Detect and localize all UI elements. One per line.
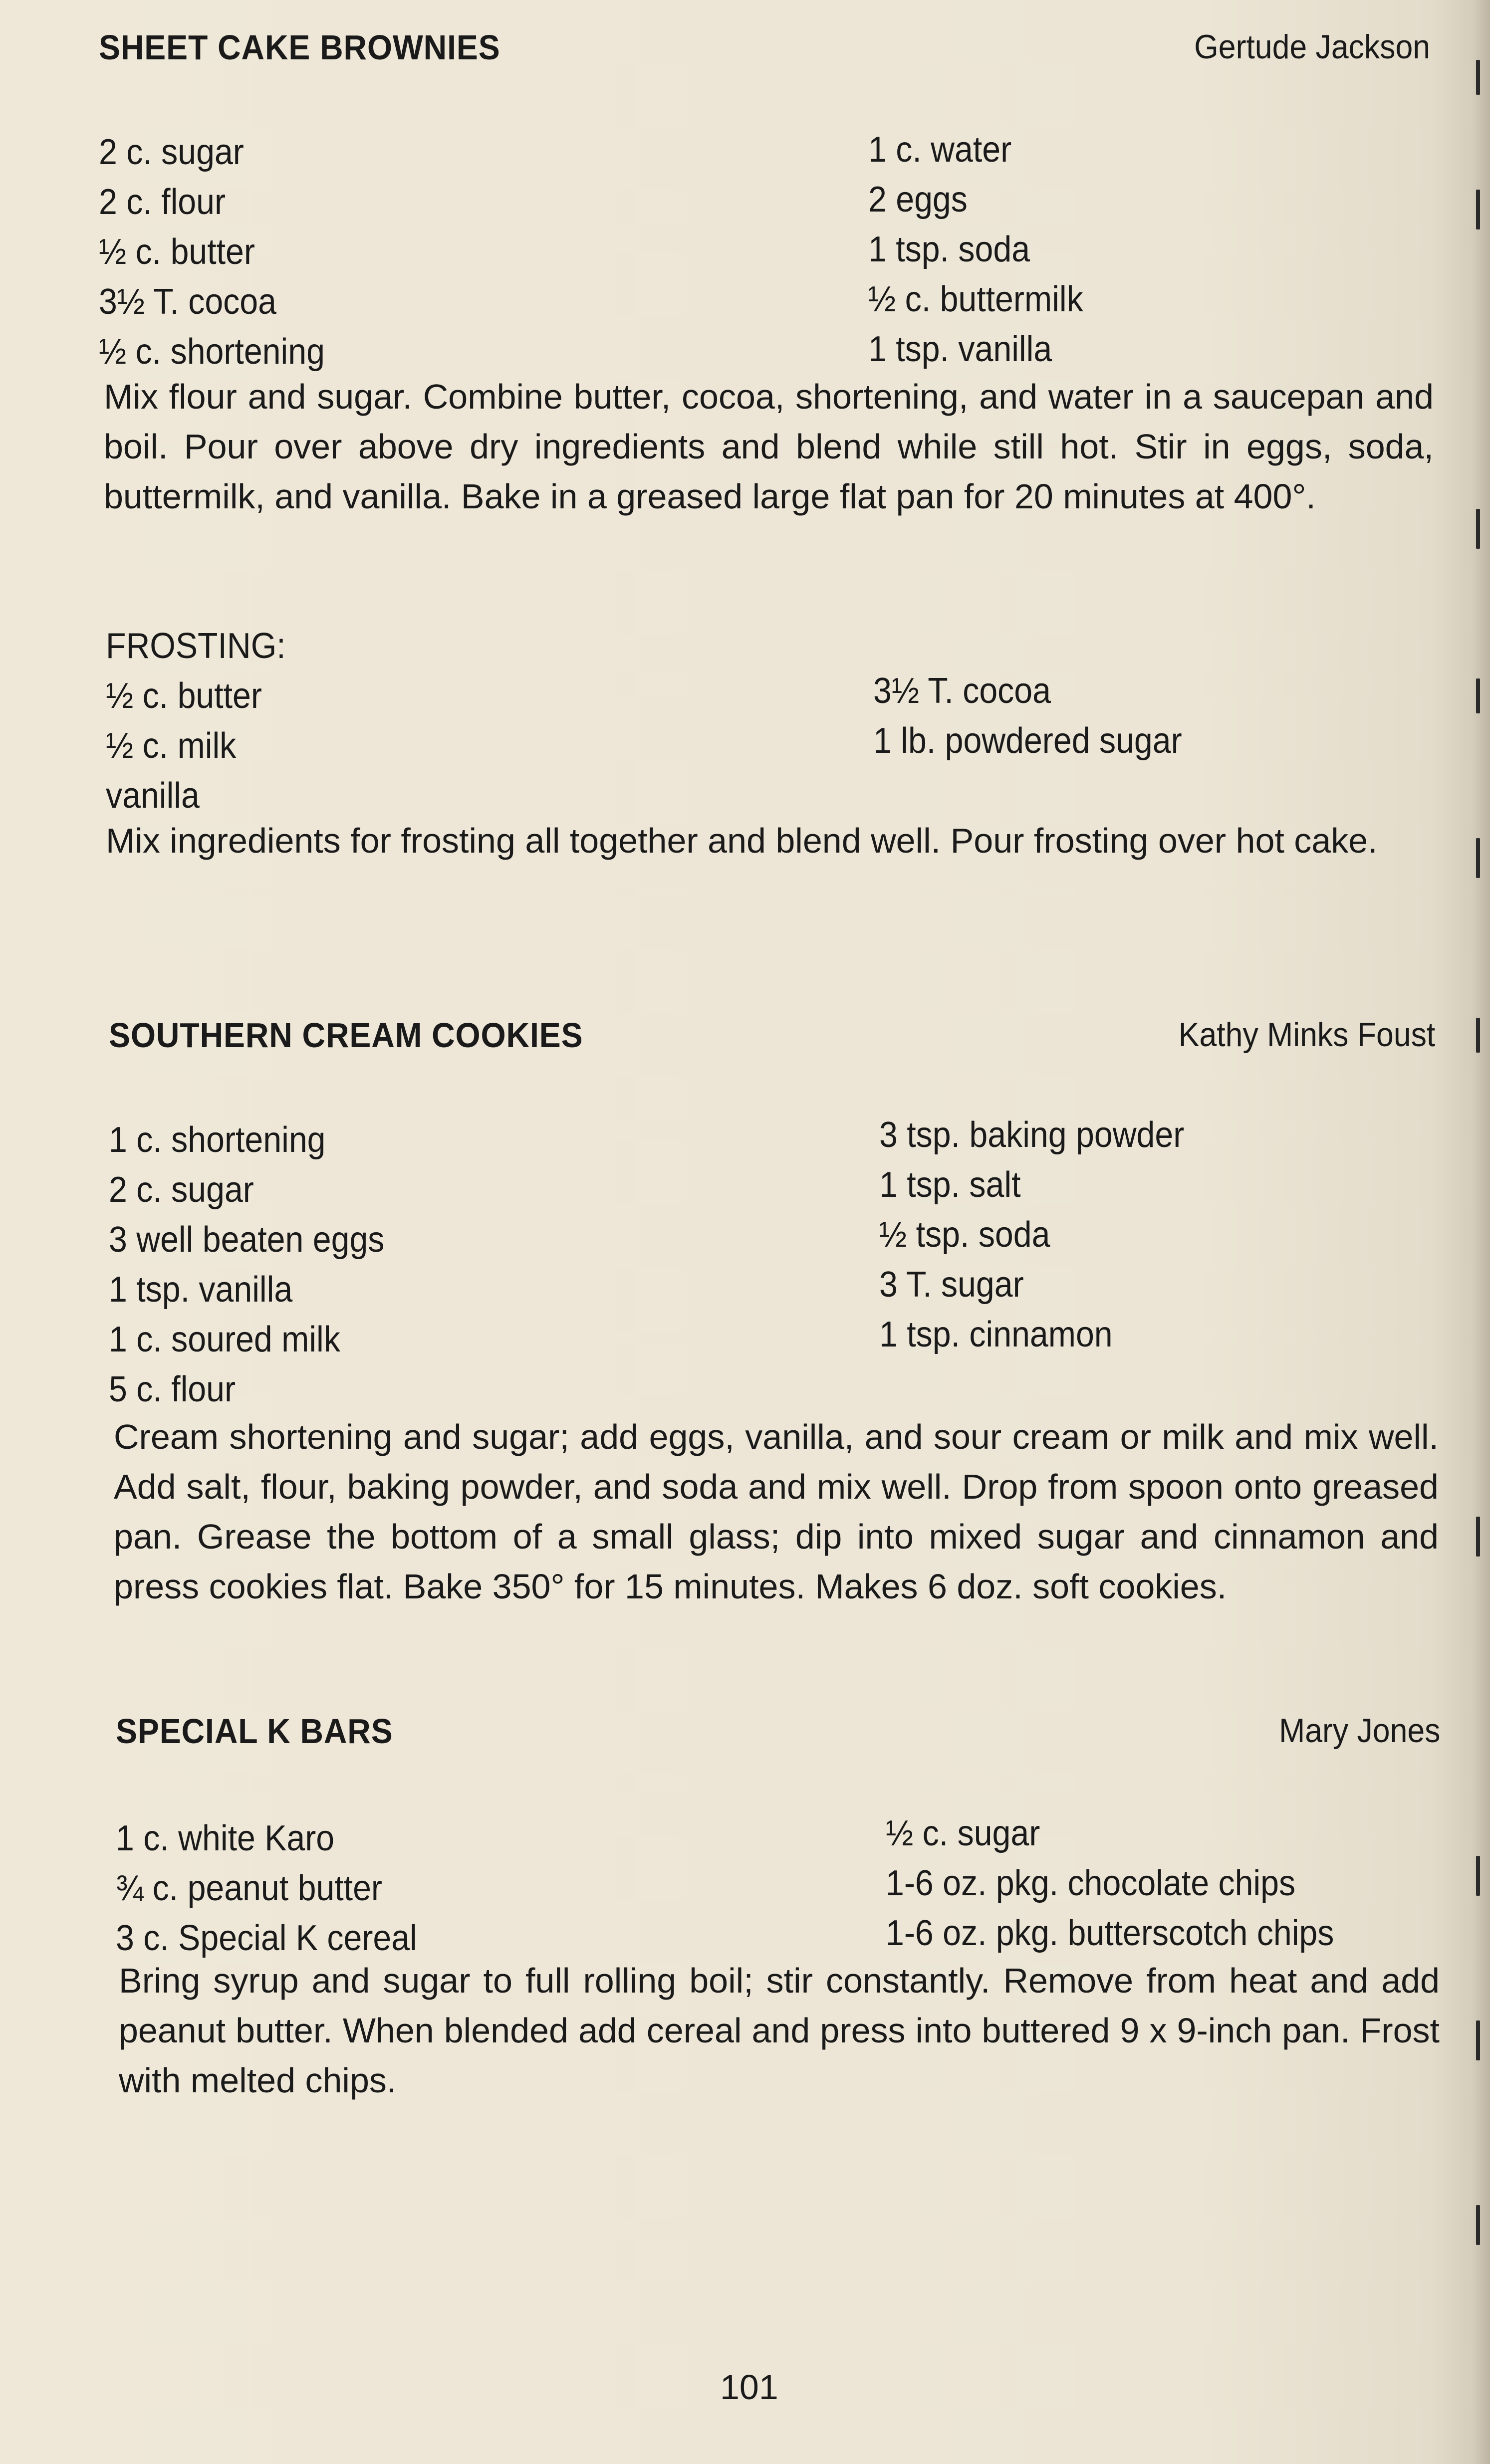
ingredient: 2 c. sugar — [99, 132, 244, 172]
ingredient: 1 c. soured milk — [109, 1320, 340, 1359]
ingredient: ½ c. butter — [106, 676, 262, 716]
ingredient: 1 tsp. soda — [868, 229, 1030, 269]
ingredient: 1 c. water — [868, 130, 1012, 170]
recipe-title: SPECIAL K BARS — [116, 1712, 393, 1751]
ingredient: 2 c. flour — [99, 182, 226, 222]
ingredient: 3 well beaten eggs — [109, 1220, 385, 1260]
ingredient: 5 c. flour — [109, 1369, 236, 1409]
recipe-directions: Mix flour and sugar. Combine butter, cocoa, shortening, and water in a saucepan and boil. Pour over above dry ingredients and blend while still hot. Stir in eggs, soda, buttermilk, and vanilla. Bake in a greased large flat pan for 20 minutes at 400°. — [104, 377, 1434, 516]
ingredient: 3 T. sugar — [879, 1265, 1024, 1305]
ingredient: 1 tsp. cinnamon — [879, 1315, 1113, 1354]
page-number: 101 — [720, 2368, 778, 2407]
ingredients-left — [116, 1813, 443, 1963]
ingredient: 1 tsp. salt — [879, 1165, 1021, 1205]
frosting-heading: FROSTING: — [106, 626, 286, 666]
ingredient: 1 c. white Karo — [116, 1818, 335, 1858]
recipe-directions: Bring syrup and sugar to full rolling boil; stir constantly. Remove from heat and add peanut butter. When blended add cereal and press into buttered 9 x 9-inch pan. Frost with melted chips. — [119, 1961, 1440, 2100]
ingredient: ¾ c. peanut butter — [116, 1868, 382, 1908]
ingredient: ½ c. shortening — [99, 332, 325, 372]
ingredient: 1 tsp. vanilla — [868, 329, 1052, 369]
ingredient: 3 tsp. baking powder — [879, 1115, 1185, 1155]
ingredient: 3½ T. cocoa — [873, 671, 1051, 711]
ingredient: 3 c. Special K cereal — [116, 1918, 417, 1958]
recipe-author: Mary Jones — [1278, 1712, 1440, 1750]
ingredient: 1 lb. powdered sugar — [873, 721, 1182, 761]
ingredients-right — [886, 1808, 1373, 1958]
ingredient: 1 tsp. vanilla — [109, 1270, 293, 1310]
ingredient: 2 eggs — [868, 180, 968, 220]
frosting-directions: Mix ingredients for frosting all together and blend well. Pour frosting over hot cake. — [106, 821, 1378, 860]
ingredient: 1-6 oz. pkg. chocolate chips — [886, 1863, 1296, 1903]
recipe-author: Kathy Minks Foust — [1178, 1016, 1435, 1054]
ingredient: ½ c. buttermilk — [868, 279, 1083, 319]
ingredient: ½ c. butter — [99, 232, 255, 272]
binding-mark — [1476, 2205, 1480, 2245]
ingredient: 1 c. shortening — [109, 1120, 326, 1160]
recipe-directions: Cream shortening and sugar; add eggs, vanilla, and sour cream or milk and mix well. Add salt, flour, baking powder, and soda and mix well. Drop from spoon onto greased pan. Grease the bottom of a small glass; dip into mixed sugar and cinnamon and press cookies flat. Bake 350° for 15 minutes. Makes 6 doz. soft cookies. — [114, 1417, 1439, 1606]
ingredient: vanilla — [106, 776, 200, 816]
recipe-title: SHEET CAKE BROWNIES — [99, 28, 500, 67]
ingredient: ½ c. milk — [106, 726, 237, 766]
ingredient: ½ tsp. soda — [879, 1215, 1050, 1255]
ingredient: 3½ T. cocoa — [99, 282, 276, 322]
ingredient: 1-6 oz. pkg. butterscotch chips — [886, 1913, 1334, 1953]
ingredient: 2 c. sugar — [109, 1170, 254, 1210]
recipe-header — [0, 1711, 1490, 1761]
recipe-title: SOUTHERN CREAM COOKIES — [109, 1016, 583, 1055]
ingredient: ½ c. sugar — [886, 1813, 1040, 1853]
recipe-author: Gertude Jackson — [1194, 28, 1430, 66]
